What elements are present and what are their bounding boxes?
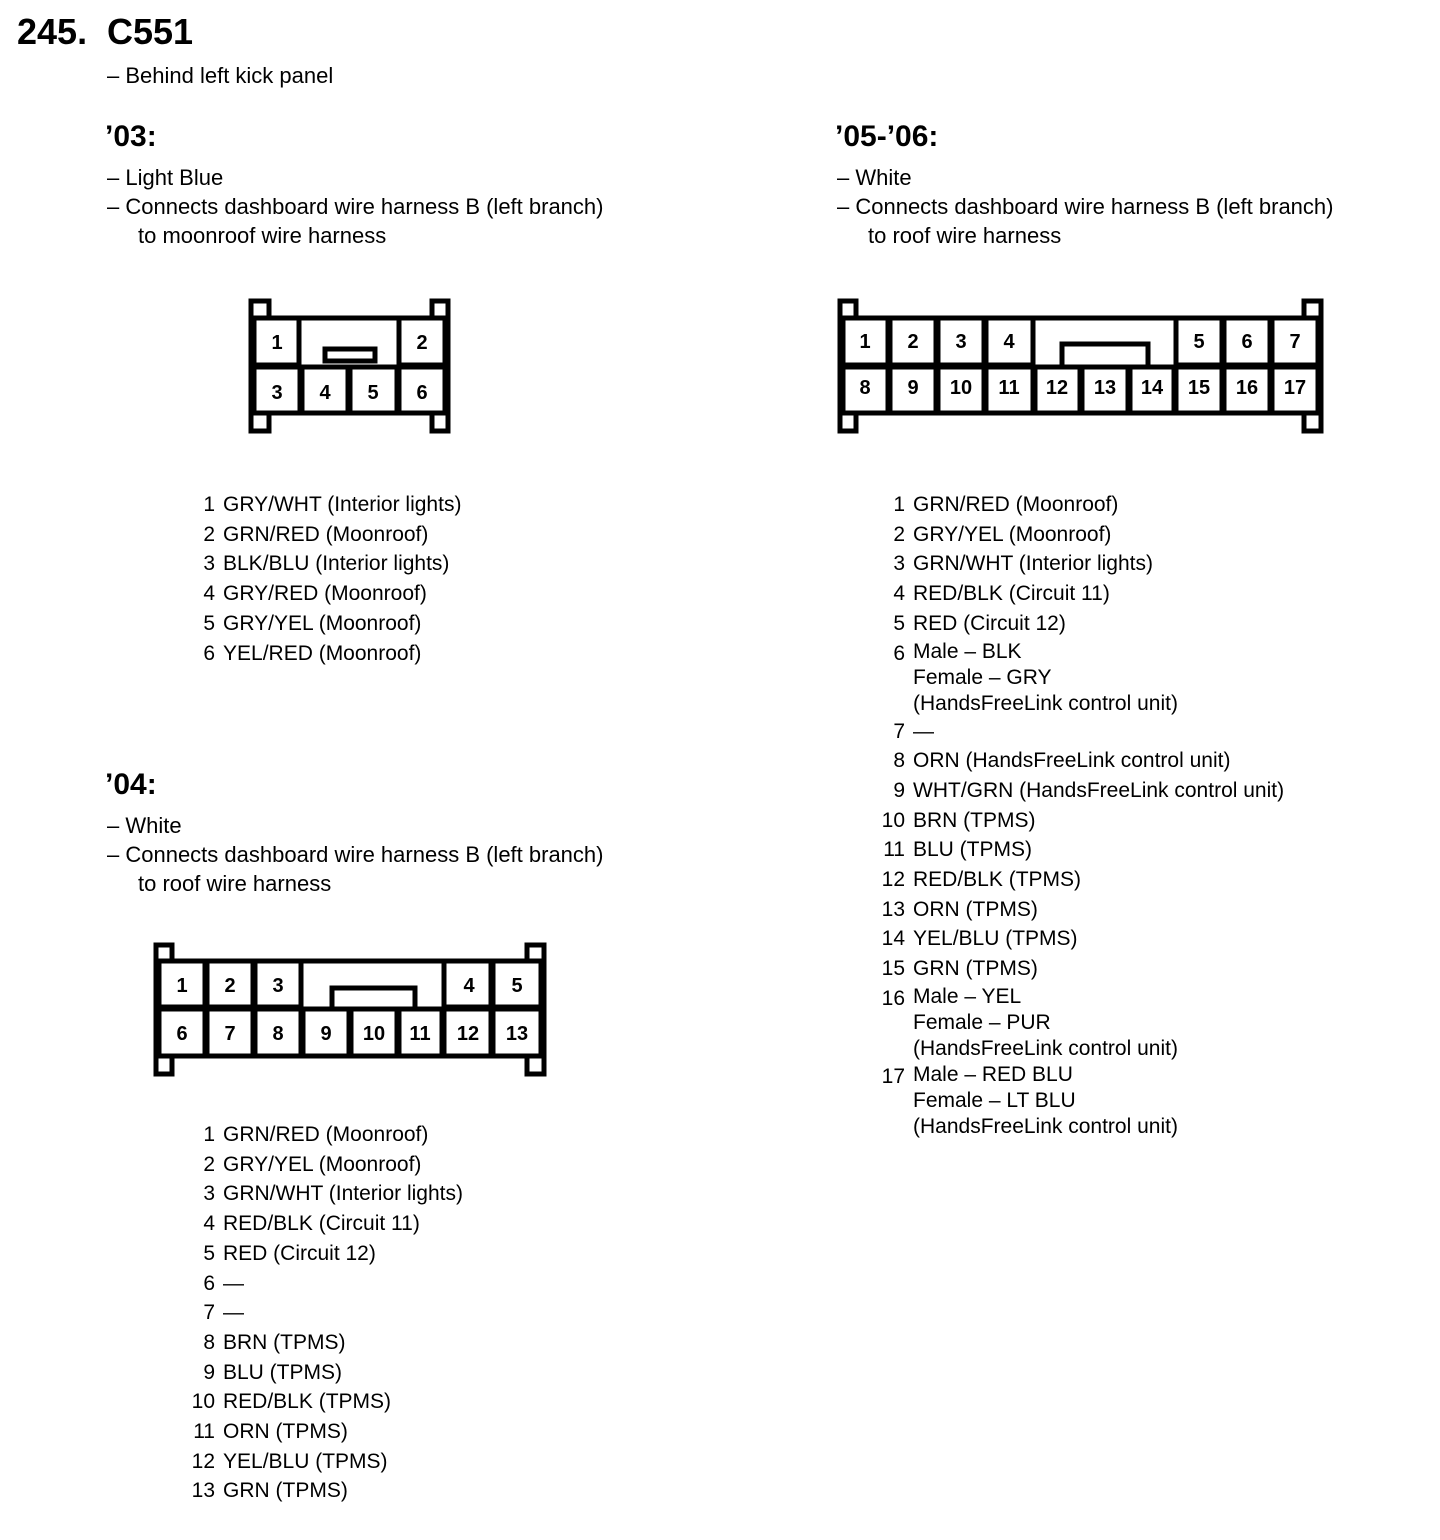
pin-number: 4 <box>203 582 215 606</box>
cavity-label: 12 <box>456 1023 480 1045</box>
pin-row <box>185 1476 463 1506</box>
pin-description: BRN (TPMS) <box>223 1330 346 1354</box>
pin-row <box>875 579 1284 609</box>
pin-number: 8 <box>203 1330 215 1354</box>
pin-description: GRN (TPMS) <box>223 1479 348 1503</box>
cavity-label: 1 <box>859 331 871 353</box>
connector-number: 245. <box>17 11 88 52</box>
pin-number: 5 <box>203 611 215 635</box>
pin-description: BLK/BLU (Interior lights) <box>223 552 450 576</box>
pin-description-line: (HandsFreeLink control unit) <box>913 1036 1178 1060</box>
pin-row <box>875 520 1284 550</box>
pin-description: RED/BLK (TPMS) <box>223 1390 392 1414</box>
pin-number: 13 <box>881 897 905 921</box>
cavity-label: 6 <box>1241 331 1253 353</box>
pin-number: 2 <box>203 522 215 546</box>
pin-row <box>875 490 1284 520</box>
pin-number: 2 <box>893 522 905 546</box>
cavity-label: 4 <box>319 382 331 404</box>
pin-number: 1 <box>203 493 215 516</box>
pin-row <box>875 549 1284 579</box>
pin-number: 1 <box>893 493 905 516</box>
pin-row <box>185 1447 463 1477</box>
cavity-label: 3 <box>271 382 283 404</box>
pin-row <box>185 490 461 520</box>
pin-number: 6 <box>203 1271 215 1295</box>
cavity-label: 4 <box>463 975 475 997</box>
pin-number: 7 <box>203 1301 215 1325</box>
pin-row <box>185 1298 463 1328</box>
pin-number: 17 <box>881 1064 905 1088</box>
pin-row <box>875 895 1284 925</box>
cavity-label: 9 <box>907 377 919 399</box>
cavity-label: 6 <box>176 1023 188 1045</box>
pin-number: 1 <box>203 1123 215 1146</box>
section-04-pin-list <box>185 1120 463 1506</box>
pin-description: GRY/YEL (Moonroof) <box>223 611 422 635</box>
pin-number: 3 <box>203 1182 215 1206</box>
cavity-label: 15 <box>1187 377 1211 399</box>
pin-number: 9 <box>203 1360 215 1384</box>
pin-number: 4 <box>893 582 905 606</box>
pin-row <box>185 1120 463 1150</box>
pin-row <box>185 1179 463 1209</box>
section-0506-pin-list <box>875 490 1284 1140</box>
pin-row <box>185 1150 463 1180</box>
pin-row <box>185 1417 463 1447</box>
pin-number: 8 <box>893 749 905 773</box>
cavity-label: 14 <box>1140 377 1164 399</box>
pin-number: 6 <box>893 641 905 665</box>
pin-row <box>185 609 461 639</box>
cavity-label: 2 <box>416 332 428 354</box>
pin-row <box>875 1062 1284 1140</box>
pin-row <box>875 984 1284 1062</box>
cavity-label: 5 <box>367 382 379 404</box>
cavity-label: 12 <box>1045 377 1069 399</box>
pin-description-line: Male – BLK <box>913 639 1022 663</box>
cavity-label: 8 <box>272 1023 284 1045</box>
pin-description <box>905 984 1178 1062</box>
pin-number: 4 <box>203 1212 215 1236</box>
cavity-label: 2 <box>907 331 919 353</box>
pin-row <box>185 1387 463 1417</box>
pin-row <box>875 865 1284 895</box>
pin-row <box>185 579 461 609</box>
pin-description: GRY/YEL (Moonroof) <box>913 522 1112 546</box>
pin-number: 14 <box>881 927 905 951</box>
pin-description-line: Female – GRY <box>913 665 1052 689</box>
pin-number: 13 <box>191 1479 215 1503</box>
cavity-label: 5 <box>511 975 523 997</box>
pin-description: GRN/RED (Moonroof) <box>223 522 429 546</box>
pin-row <box>185 549 461 579</box>
pin-row <box>185 1328 463 1358</box>
connects-line-2: to moonroof wire harness <box>138 223 387 248</box>
pin-number: 3 <box>893 552 905 576</box>
pin-row <box>875 835 1284 865</box>
pin-description: YEL/RED (Moonroof) <box>223 641 422 665</box>
cavity-label: 11 <box>409 1023 431 1045</box>
cavity-label: 10 <box>362 1023 386 1045</box>
pin-number: 3 <box>203 552 215 576</box>
cavity-label: 1 <box>176 975 188 997</box>
pin-number: 2 <box>203 1152 215 1176</box>
connects-line-1: – Connects dashboard wire harness B (left branch) <box>107 194 604 219</box>
section-0506-color: – White <box>837 165 912 190</box>
pin-row <box>875 717 1284 747</box>
cavity-label: 2 <box>224 975 236 997</box>
pin-number: 9 <box>893 778 905 802</box>
pin-number: 15 <box>881 957 905 981</box>
pin-description-line: Female – LT BLU <box>913 1088 1076 1112</box>
pin-row <box>875 806 1284 836</box>
cavity-label: 13 <box>1093 377 1117 399</box>
pin-description: RED/BLK (Circuit 11) <box>223 1212 420 1236</box>
pin-description-line: Female – PUR <box>913 1010 1051 1034</box>
pin-description: GRY/RED (Moonroof) <box>223 582 427 606</box>
cavity-label: 11 <box>998 377 1020 399</box>
cavity-label: 13 <box>505 1023 529 1045</box>
pin-description: RED (Circuit 12) <box>223 1241 376 1265</box>
pin-row <box>185 1269 463 1299</box>
pin-description: BLU (TPMS) <box>223 1360 343 1384</box>
section-04-title: ’04: <box>105 768 157 801</box>
pin-description: BRN (TPMS) <box>913 808 1036 832</box>
pin-number: 6 <box>203 641 215 665</box>
pin-description: GRN/RED (Moonroof) <box>223 1123 429 1146</box>
pin-description: GRY/WHT (Interior lights) <box>223 493 462 516</box>
cavity-label: 4 <box>1003 331 1015 353</box>
section-0506-title: ’05-’06: <box>835 120 939 153</box>
cavity-label: 7 <box>224 1023 236 1045</box>
pin-row <box>875 746 1284 776</box>
cavity-label: 5 <box>1193 331 1205 353</box>
connector-location: – Behind left kick panel <box>107 63 334 88</box>
pin-row <box>875 954 1284 984</box>
section-04-connects <box>107 840 603 898</box>
connects-line-1: – Connects dashboard wire harness B (left branch) <box>837 194 1334 219</box>
pin-row <box>185 520 461 550</box>
pin-row <box>185 1209 463 1239</box>
pin-description: RED/BLK (Circuit 11) <box>913 582 1110 606</box>
cavity-label: 16 <box>1235 377 1259 399</box>
pin-description <box>905 639 1178 717</box>
pin-description: ORN (HandsFreeLink control unit) <box>913 749 1231 773</box>
pin-description: — <box>913 719 934 743</box>
connects-line-2: to roof wire harness <box>868 223 1062 248</box>
pin-description: YEL/BLU (TPMS) <box>913 927 1078 951</box>
pin-number: 5 <box>203 1241 215 1265</box>
pin-row <box>875 776 1284 806</box>
section-03-title: ’03: <box>105 120 157 153</box>
pin-row <box>875 924 1284 954</box>
pin-description-line: Male – YEL <box>913 984 1022 1008</box>
connector-code: C551 <box>107 11 194 52</box>
cavity-label: 3 <box>955 331 967 353</box>
section-03-color: – Light Blue <box>107 165 224 190</box>
pin-row <box>185 1358 463 1388</box>
pin-row <box>185 1239 463 1269</box>
pin-row <box>875 639 1284 717</box>
pin-description <box>905 1062 1178 1140</box>
connects-line-1: – Connects dashboard wire harness B (left branch) <box>107 842 604 867</box>
pin-description: RED/BLK (TPMS) <box>913 868 1082 892</box>
pin-description: YEL/BLU (TPMS) <box>223 1449 388 1473</box>
pin-description: — <box>223 1271 244 1295</box>
latch <box>325 349 375 361</box>
pin-description: RED (Circuit 12) <box>913 611 1066 635</box>
cavity-label: 10 <box>949 377 973 399</box>
pin-row <box>185 639 461 669</box>
pin-description: GRN (TPMS) <box>913 957 1038 981</box>
latch <box>332 988 415 1007</box>
cavity-label: 9 <box>320 1023 332 1045</box>
pin-number: 12 <box>881 868 905 892</box>
pin-number: 10 <box>191 1390 215 1414</box>
latch <box>1062 344 1148 365</box>
pin-description: WHT/GRN (HandsFreeLink control unit) <box>913 778 1285 802</box>
cavity-label: 3 <box>272 975 284 997</box>
cavity-label: 8 <box>859 377 871 399</box>
pin-description: GRN/WHT (Interior lights) <box>913 552 1153 576</box>
pin-number: 10 <box>881 808 905 832</box>
pin-description: ORN (TPMS) <box>913 897 1038 921</box>
pin-description: GRN/WHT (Interior lights) <box>223 1182 463 1206</box>
cavity-label: 6 <box>416 382 428 404</box>
pin-number: 5 <box>893 611 905 635</box>
cavity-label: 17 <box>1283 377 1307 399</box>
pin-description-line: Male – RED BLU <box>913 1062 1073 1086</box>
pin-number: 12 <box>191 1449 215 1473</box>
pin-description: — <box>223 1301 244 1325</box>
pin-number: 7 <box>893 719 905 743</box>
cavity-label: 7 <box>1289 331 1301 353</box>
pin-description: ORN (TPMS) <box>223 1420 348 1444</box>
section-04-color: – White <box>107 813 182 838</box>
pin-description-line: (HandsFreeLink control unit) <box>913 691 1178 715</box>
pin-row <box>875 609 1284 639</box>
pin-number: 11 <box>193 1420 215 1444</box>
pin-description: GRN/RED (Moonroof) <box>913 493 1119 516</box>
section-03-pin-list <box>185 490 461 668</box>
section-0506-connects <box>837 192 1333 250</box>
pin-description: BLU (TPMS) <box>913 838 1033 862</box>
pin-number: 11 <box>883 838 905 862</box>
pin-number: 16 <box>881 986 905 1010</box>
pin-description-line: (HandsFreeLink control unit) <box>913 1114 1178 1138</box>
cavity-label: 1 <box>271 332 283 354</box>
connects-line-2: to roof wire harness <box>138 871 332 896</box>
pin-description: GRY/YEL (Moonroof) <box>223 1152 422 1176</box>
